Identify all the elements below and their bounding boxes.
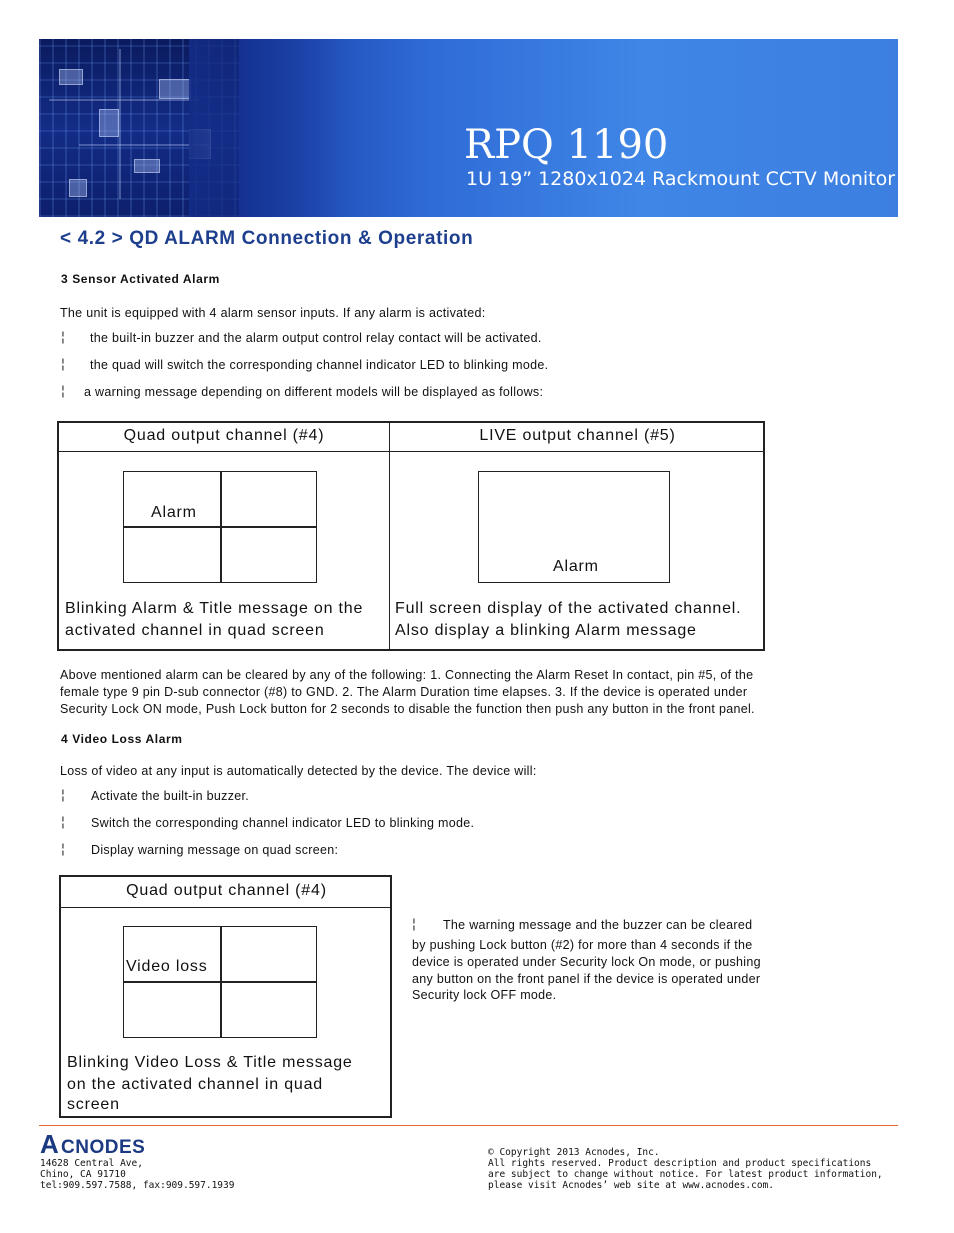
sensor-alarm-heading: 3 Sensor Activated Alarm xyxy=(61,272,220,286)
list-item: Switch the corresponding channel indicator LED to blinking mode. xyxy=(91,816,475,830)
clear-note-line: female type 9 pin D-sub connector (#8) to GND. 2. The Alarm Duration time elapses. 3. If the device is operated under xyxy=(60,685,748,699)
video-loss-table xyxy=(59,875,392,1118)
clear-note-line: The warning message and the buzzer can be cleared xyxy=(443,918,753,932)
video-loss-label: Video loss xyxy=(126,958,208,975)
sensor-alarm-intro: The unit is equipped with 4 alarm sensor inputs. If any alarm is activated: xyxy=(60,306,486,320)
alarm-label: Alarm xyxy=(553,558,599,575)
list-item: Display warning message on quad screen: xyxy=(91,843,339,857)
quad-caption-line: activated channel in quad screen xyxy=(65,622,325,639)
copyright-line: © Copyright 2013 Acnodes, Inc. xyxy=(488,1147,660,1158)
footer-divider xyxy=(39,1125,898,1126)
bullet-icon: ¦ xyxy=(61,787,65,802)
address-line: Chino, CA 91710 xyxy=(40,1169,126,1180)
quad-screen-diagram xyxy=(123,471,317,583)
bullet-icon: ¦ xyxy=(61,329,65,344)
clear-note-line: Security lock OFF mode. xyxy=(412,988,557,1002)
section-heading: < 4.2 > QD ALARM Connection & Operation xyxy=(60,228,474,249)
product-subtitle: 1U 19” 1280x1024 Rackmount CCTV Monitor xyxy=(466,168,896,190)
acnodes-logo xyxy=(40,1131,196,1160)
video-loss-heading: 4 Video Loss Alarm xyxy=(61,732,183,746)
list-item: Activate the built-in buzzer. xyxy=(91,789,250,803)
clear-note-line: Security Lock ON mode, Push Lock button for 2 seconds to disable the function then push any button in the front panel. xyxy=(60,702,755,716)
clear-note-line: Above mentioned alarm can be cleared by any of the following: 1. Connecting the Alarm Reset In contact, pin #5, of the xyxy=(60,668,754,682)
video-loss-caption-line: on the activated channel in quad xyxy=(67,1076,323,1093)
product-title: RPQ 1190 xyxy=(464,122,669,168)
quad-channel-header: Quad output channel (#4) xyxy=(123,427,325,444)
quad-caption-line: Blinking Alarm & Title message on the xyxy=(65,600,364,617)
bullet-icon: ¦ xyxy=(61,814,65,829)
live-caption-line: Full screen display of the activated channel. xyxy=(395,600,742,617)
svg-text:CNODES: CNODES xyxy=(61,1137,146,1155)
alarm-display-table xyxy=(57,421,765,651)
video-loss-caption-line: Blinking Video Loss & Title message xyxy=(67,1054,353,1071)
video-loss-caption-line: screen xyxy=(67,1096,120,1113)
bullet-icon: ¦ xyxy=(61,383,65,398)
copyright-line: are subject to change without notice. For latest product information, xyxy=(488,1169,883,1180)
clear-note-line: any button on the front panel if the device is operated under xyxy=(412,972,761,986)
list-item: a warning message depending on different models will be displayed as follows: xyxy=(84,385,544,399)
svg-text:A: A xyxy=(40,1131,59,1155)
alarm-label: Alarm xyxy=(151,504,197,521)
clear-note-line: by pushing Lock button (#2) for more than 4 seconds if the xyxy=(412,938,753,952)
clear-note-line: device is operated under Security lock On mode, or pushing xyxy=(412,955,761,969)
video-loss-intro: Loss of video at any input is automatically detected by the device. The device will: xyxy=(60,764,537,778)
bullet-icon: ¦ xyxy=(412,916,416,931)
bullet-icon: ¦ xyxy=(61,841,65,856)
contact-line: tel:909.597.7588, fax:909.597.1939 xyxy=(40,1180,235,1191)
live-caption-line: Also display a blinking Alarm message xyxy=(395,622,697,639)
list-item: the built-in buzzer and the alarm output control relay contact will be activated. xyxy=(90,331,542,345)
address-line: 14628 Central Ave, xyxy=(40,1158,143,1169)
live-channel-header: LIVE output channel (#5) xyxy=(479,427,676,444)
quad-channel-header: Quad output channel (#4) xyxy=(126,882,327,899)
quad-screen-diagram xyxy=(123,926,317,1038)
bullet-icon: ¦ xyxy=(61,356,65,371)
copyright-line: please visit Acnodes’ web site at www.acnodes.com. xyxy=(488,1180,774,1191)
copyright-line: All rights reserved. Product description and product specifications xyxy=(488,1158,872,1169)
list-item: the quad will switch the corresponding channel indicator LED to blinking mode. xyxy=(90,358,549,372)
